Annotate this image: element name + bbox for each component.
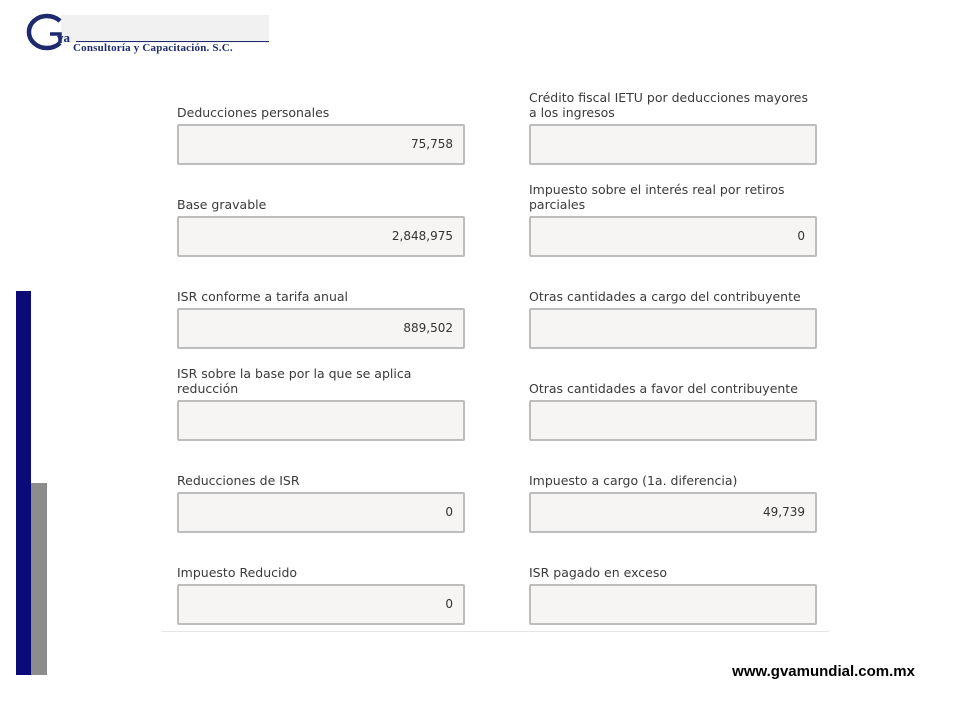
field-credito-fiscal-ietu [529,92,817,165]
field-label: Impuesto sobre el interés real por retiros parciales [529,182,785,212]
field-label: Crédito fiscal IETU por deducciones mayores a los ingresos [529,90,809,120]
base-gravable-input[interactable]: 2,848,975 [177,216,465,257]
field-isr-tarifa-anual [177,276,465,349]
field-isr-pagado-exceso [529,552,817,625]
grey-side-bar [31,483,47,675]
credito-fiscal-ietu-input[interactable] [529,124,817,165]
isr-tarifa-anual-input[interactable]: 889,502 [177,308,465,349]
impuesto-reducido-input[interactable]: 0 [177,584,465,625]
otras-cantidades-cargo-input[interactable] [529,308,817,349]
impuesto-interes-real-input[interactable]: 0 [529,216,817,257]
field-label: Impuesto Reducido [177,565,298,580]
deducciones-personales-input[interactable]: 75,758 [177,124,465,165]
otras-cantidades-favor-input[interactable] [529,400,817,441]
company-logo [16,8,256,56]
field-impuesto-a-cargo [529,460,817,533]
impuesto-a-cargo-input[interactable]: 49,739 [529,492,817,533]
field-label: Base gravable [177,197,267,212]
field-label: Deducciones personales [177,105,330,120]
field-label: ISR conforme a tarifa anual [177,289,349,304]
field-label: Reducciones de ISR [177,473,300,488]
field-label: Otras cantidades a cargo del contribuyente [529,289,801,304]
field-base-gravable [177,184,465,257]
field-label: Impuesto a cargo (1a. diferencia) [529,473,738,488]
navy-side-bar [16,291,31,675]
bottom-divider [162,631,829,632]
field-otras-cantidades-cargo [529,276,817,349]
field-deducciones-personales [177,92,465,165]
svg-text:va: va [57,30,70,45]
field-reducciones-isr [177,460,465,533]
isr-pagado-exceso-input[interactable] [529,584,817,625]
field-label: Otras cantidades a favor del contribuyente [529,381,798,396]
logo-band [61,15,269,43]
field-label: ISR pagado en exceso [529,565,667,580]
logo-g-mark [20,12,80,52]
website-url: www.gvamundial.com.mx [732,663,915,680]
field-otras-cantidades-favor [529,368,817,441]
logo-company-name: Consultoría y Capacitación. S.C. [73,42,233,54]
reducciones-isr-input[interactable]: 0 [177,492,465,533]
field-impuesto-reducido [177,552,465,625]
field-impuesto-interes-real [529,184,817,257]
isr-base-reduccion-input[interactable] [177,400,465,441]
field-isr-base-reduccion [177,368,465,441]
field-label: ISR sobre la base por la que se aplica reducción [177,366,412,396]
